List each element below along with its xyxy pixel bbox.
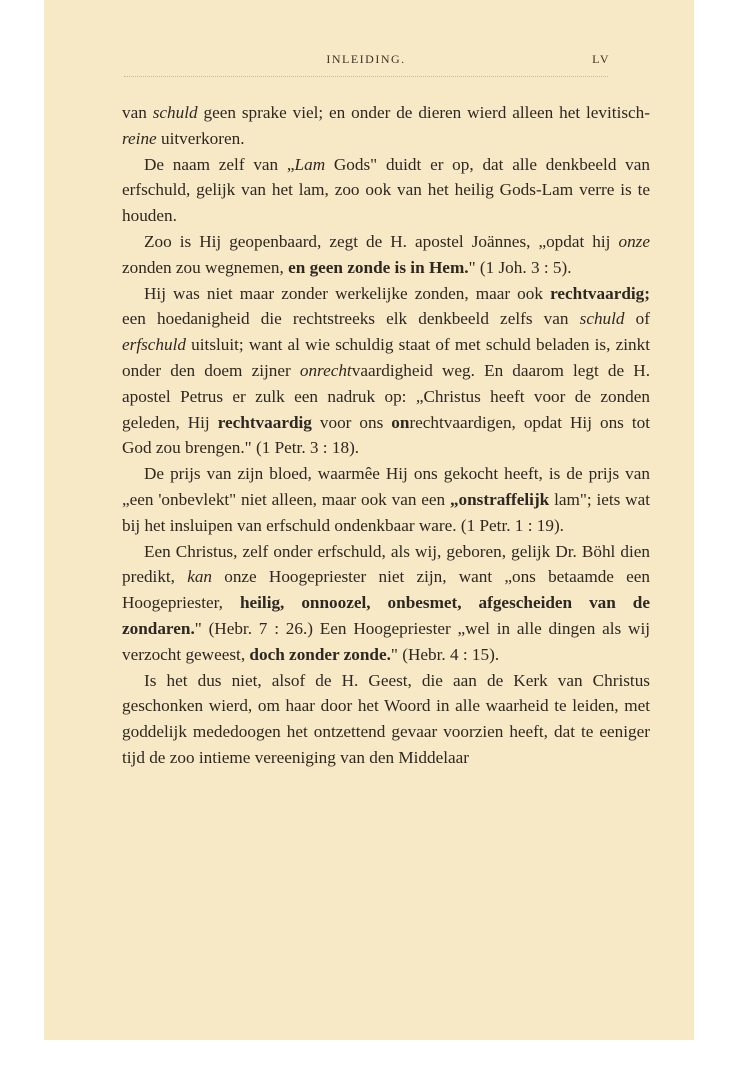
- bold-text: „onstraffelijk: [449, 489, 550, 509]
- text-run: onze Hoogepriester niet zijn, want „ons betaamde een Hoogepriester,: [122, 567, 650, 613]
- text-run: uitverkoren.: [156, 128, 245, 148]
- page-number: LV: [592, 52, 610, 66]
- text-run: voor ons: [311, 412, 392, 432]
- chapter-title: INLEIDING.: [326, 52, 406, 66]
- text-run: " (Hebr. 4 : 15).: [390, 644, 500, 664]
- paragraph: [122, 461, 650, 538]
- header-rule: [124, 76, 608, 77]
- text-run: " (1 Joh. 3 : 5).: [468, 257, 572, 277]
- bold-text: rechtvaardig: [217, 412, 312, 432]
- paragraph: [122, 281, 650, 462]
- italic-text: schuld: [152, 103, 198, 122]
- text-run: geen sprake viel; en onder de dieren wierd alleen het levitisch-: [197, 103, 650, 122]
- bold-text: heilig, onnoozel, onbesmet, afgescheiden van de zondaren.: [122, 593, 650, 638]
- running-header: [122, 52, 610, 72]
- text-run: Gods" duidt er op, dat alle denkbeeld van erfschuld, gelijk van het lam, zoo ook van het heilig Gods-Lam verre is te houden.: [122, 154, 650, 226]
- text-run: een hoedanigheid die rechtstreeks elk denkbeeld zelfs van: [122, 309, 580, 329]
- text-run: Is het dus niet, alsof de H. Geest, die aan de Kerk van Christus geschonken wierd, om haar door het Woord in alle waarheid te leiden, met goddelijk mededoogen het ontzettend gevaar voorzien heeft, dat te eeniger tijd de zoo intieme vereeniging van den Middelaar: [122, 670, 650, 767]
- text-run: De naam zelf van „: [144, 154, 295, 174]
- italic-text: Lam: [294, 154, 326, 174]
- italic-text: reine: [122, 128, 157, 148]
- italic-text: schuld: [579, 309, 625, 329]
- italic-text: erfschuld: [122, 335, 186, 355]
- text-run: De prijs van zijn bloed, waarmêe Hij ons gekocht heeft, is de prijs van „een 'onbevlekt" niet alleen, maar ook van een: [122, 464, 650, 509]
- text-run: of: [624, 309, 650, 329]
- text-run: lam"; iets wat bij het insluipen van erfschuld ondenkbaar ware. (1 Petr. 1 : 19).: [122, 489, 650, 535]
- text-run: zonden zou wegnemen,: [122, 257, 289, 277]
- paragraph: [122, 100, 650, 152]
- text-run: vaardigheid weg. En daarom legt de H. apostel Petrus er zulk een nadruk op: „Christus heeft voor de zonden geleden, Hij: [122, 360, 650, 432]
- book-page: [44, 0, 694, 1040]
- italic-text: onrecht: [299, 360, 352, 380]
- text-run: Een Christus, zelf onder erfschuld, als wij, geboren, gelijk Dr. Böhl dien predikt,: [122, 541, 650, 587]
- bold-text: doch zonder zonde.: [249, 644, 391, 664]
- paragraph: [122, 229, 650, 281]
- text-run: Zoo is Hij geopenbaard, zegt de H. apostel Joännes, „opdat hij: [144, 231, 619, 251]
- text-run: Hij was niet maar zonder werkelijke zonden, maar ook: [144, 283, 551, 303]
- text-run: " (Hebr. 7 : 26.) Een Hoogepriester „wel in alle dingen als wij verzocht geweest,: [122, 618, 650, 664]
- paragraph: [122, 539, 650, 668]
- paragraph: [122, 152, 650, 229]
- bold-text: en geen zonde is in Hem.: [288, 257, 469, 277]
- text-run: rechtvaardigen, opdat Hij ons tot God zou brengen." (1 Petr. 3 : 18).: [122, 412, 650, 458]
- italic-text: onze: [618, 231, 650, 251]
- text-run: uitsluit; want al wie schuldig staat of met schuld beladen is, zinkt onder den doem zijner: [122, 335, 650, 380]
- bold-text: rechtvaardig;: [550, 283, 650, 303]
- bold-text: on: [391, 412, 410, 432]
- italic-text: kan: [187, 567, 213, 587]
- body-text: [122, 100, 650, 771]
- text-run: van: [122, 103, 153, 122]
- paragraph: [122, 668, 650, 771]
